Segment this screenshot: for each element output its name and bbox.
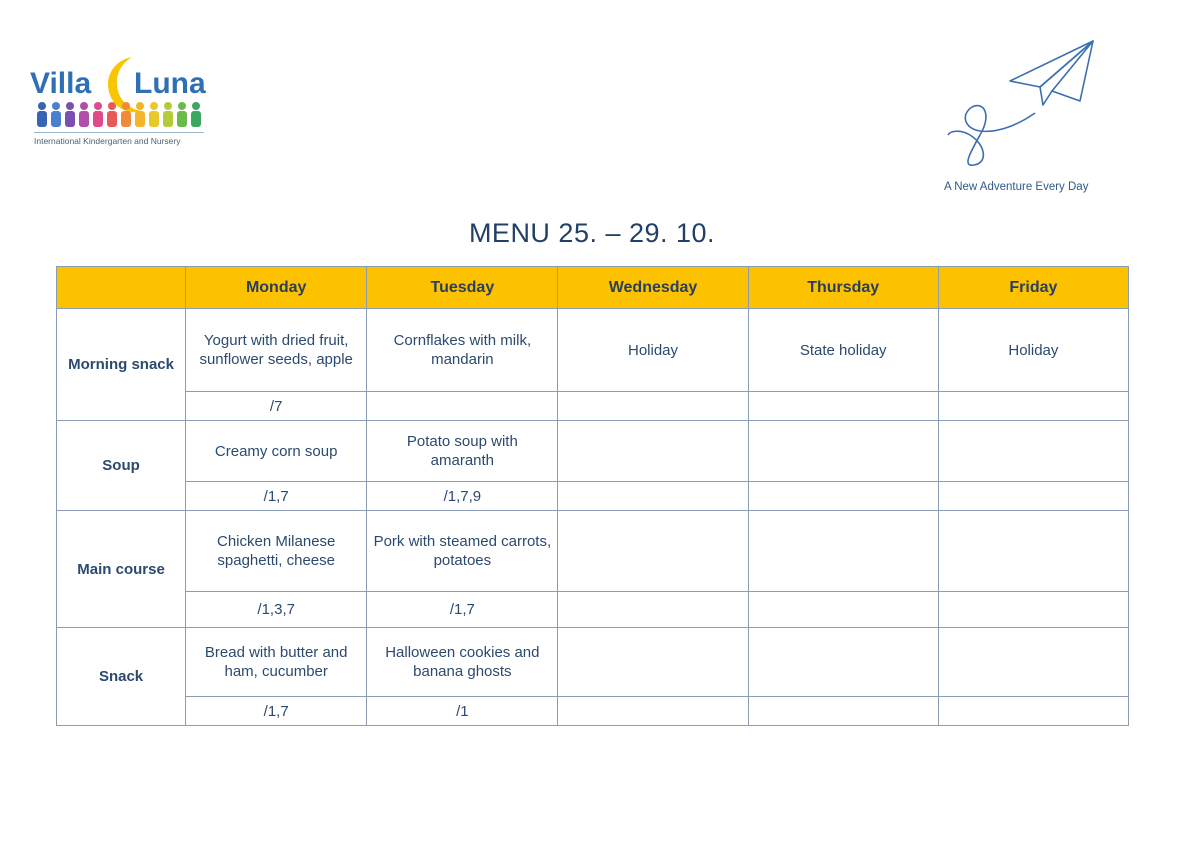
dish-tuesday: Halloween cookies and banana ghosts [367, 628, 558, 697]
villa-luna-logo [30, 55, 210, 150]
dish-tuesday: Potato soup with amaranth [367, 421, 558, 482]
table-header-row [57, 267, 1129, 309]
logo-divider [34, 132, 204, 133]
allergens-monday: /1,3,7 [186, 592, 367, 628]
allergens-wednesday [558, 697, 748, 726]
allergens-monday: /7 [186, 392, 367, 421]
allergens-tuesday [367, 392, 558, 421]
allergens-friday [938, 392, 1128, 421]
table-row-snack [57, 628, 1129, 697]
dish-monday: Yogurt with dried fruit, sunflower seeds, apple [186, 309, 367, 392]
row-label-main-course: Main course [57, 511, 186, 628]
menu-title: MENU 25. – 29. 10. [468, 218, 716, 248]
allergens-friday [938, 697, 1128, 726]
allergens-thursday [748, 482, 938, 511]
table-row-main-course [57, 511, 1129, 592]
slogan-text: A New Adventure Every Day [944, 181, 1089, 193]
header-cell-friday: Friday [938, 267, 1128, 309]
row-label-snack: Snack [57, 628, 186, 726]
table-row-snack-allergens [57, 697, 1129, 726]
dish-friday [938, 421, 1128, 482]
dish-wednesday [558, 421, 748, 482]
allergens-thursday [748, 392, 938, 421]
table-row-soup-allergens [57, 482, 1129, 511]
dish-thursday: State holiday [748, 309, 938, 392]
dish-thursday [748, 511, 938, 592]
allergens-wednesday [558, 592, 748, 628]
logo-word-villa: Villa [30, 67, 92, 100]
allergens-thursday [748, 697, 938, 726]
table-row-morning-snack-allergens [57, 392, 1129, 421]
header-cell-empty [57, 267, 186, 309]
dish-friday: Holiday [938, 309, 1128, 392]
dish-monday: Creamy corn soup [186, 421, 367, 482]
table-row-soup [57, 421, 1129, 482]
dish-friday [938, 511, 1128, 592]
dish-monday: Bread with butter and ham, cucumber [186, 628, 367, 697]
dish-wednesday [558, 628, 748, 697]
allergens-tuesday: /1 [367, 697, 558, 726]
dish-wednesday: Holiday [558, 309, 748, 392]
header-cell-monday: Monday [186, 267, 367, 309]
dish-friday [938, 628, 1128, 697]
children-figures-icon [34, 101, 206, 129]
dish-thursday [748, 421, 938, 482]
allergens-monday: /1,7 [186, 697, 367, 726]
header-cell-thursday: Thursday [748, 267, 938, 309]
allergens-friday [938, 592, 1128, 628]
row-label-morning-snack: Morning snack [57, 309, 186, 421]
table-row-morning-snack [57, 309, 1129, 392]
allergens-tuesday: /1,7 [367, 592, 558, 628]
logo-word-luna: Luna [134, 67, 206, 100]
dish-tuesday: Pork with steamed carrots, potatoes [367, 511, 558, 592]
allergens-friday [938, 482, 1128, 511]
dish-monday: Chicken Milanese spaghetti, cheese [186, 511, 367, 592]
dish-tuesday: Cornflakes with milk, mandarin [367, 309, 558, 392]
logo-tagline: International Kindergarten and Nursery [34, 136, 181, 146]
table-row-main-course-allergens [57, 592, 1129, 628]
dish-thursday [748, 628, 938, 697]
allergens-thursday [748, 592, 938, 628]
allergens-monday: /1,7 [186, 482, 367, 511]
header-cell-wednesday: Wednesday [558, 267, 748, 309]
paper-plane-icon [940, 35, 1110, 175]
allergens-wednesday [558, 482, 748, 511]
weekly-menu-table [56, 266, 1129, 726]
allergens-wednesday [558, 392, 748, 421]
header-cell-tuesday: Tuesday [367, 267, 558, 309]
dish-wednesday [558, 511, 748, 592]
allergens-tuesday: /1,7,9 [367, 482, 558, 511]
row-label-soup: Soup [57, 421, 186, 511]
